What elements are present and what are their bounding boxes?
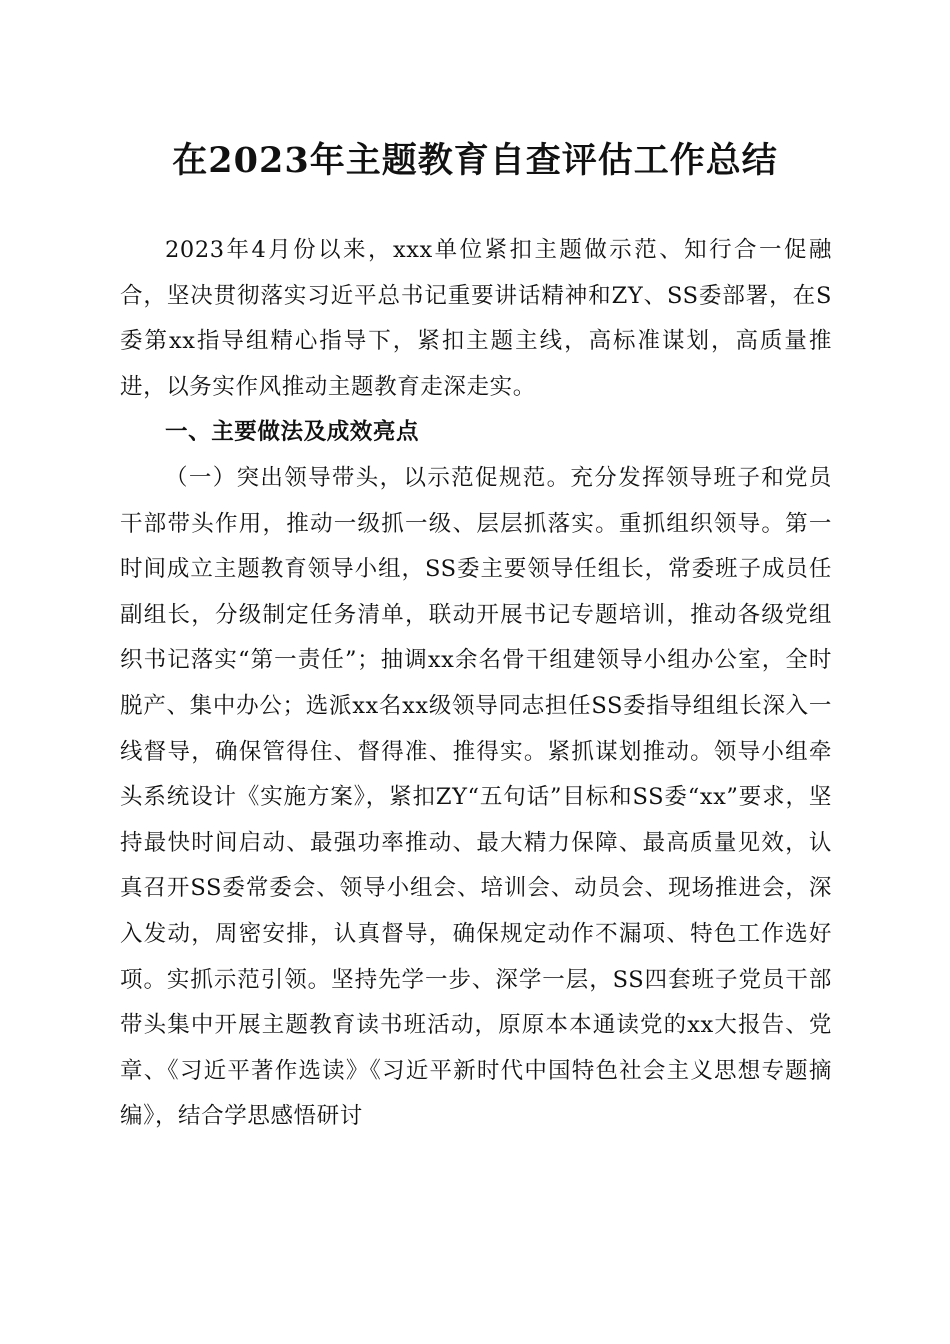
document-body bbox=[120, 228, 832, 1140]
intro-paragraph: 2023年4月份以来，xxx单位紧扣主题做示范、知行合一促融合，坚决贯彻落实习近平总书记重要讲话精神和ZY、SS委部署，在S委第xx指导组精心指导下，紧扣主题主线，高标准谋划，高质量推进，以务实作风推动主题教育走深走实。 bbox=[120, 237, 832, 400]
subsection-paragraph bbox=[120, 456, 832, 1140]
subsection-text: 充分发挥领导班子和党员干部带头作用，推动一级抓一级、层层抓落实。重抓组织领导。第一时间成立主题教育领导小组，SS委主要领导任组长，常委班子成员任副组长，分级制定任务清单，联动开展书记专题培训，推动各级党组织书记落实“第一责任”；抽调xx余名骨干组建领导小组办公室，全时脱产、集中办公；选派xx名xx级领导同志担任SS委指导组组长深入一线督导，确保管得住、督得准、推得实。紧抓谋划推动。领导小组牵头系统设计《实施方案》，紧扣ZY“五句话”目标和SS委“xx”要求，坚持最快时间启动、最强功率推动、最大精力保障、最高质量见效，认真召开SS委常委会、领导小组会、培训会、动员会、现场推进会，深入发动，周密安排，认真督导，确保规定动作不漏项、特色工作选好项。实抓示范引领。坚持先学一步、深学一层，SS四套班子党员干部带头集中开展主题教育读书班活动，原原本本通读党的xx大报告、党章、《习近平著作选读》《习近平新时代中国特色社会主义思想专题摘编》，结合学思感悟研讨 bbox=[120, 464, 832, 1130]
section-heading: 一、主要做法及成效亮点 bbox=[165, 419, 420, 446]
subsection-lead: （一）突出领导带头，以示范促规范。 bbox=[165, 464, 571, 491]
document-title: 在2023年主题教育自查评估工作总结 bbox=[172, 140, 778, 181]
